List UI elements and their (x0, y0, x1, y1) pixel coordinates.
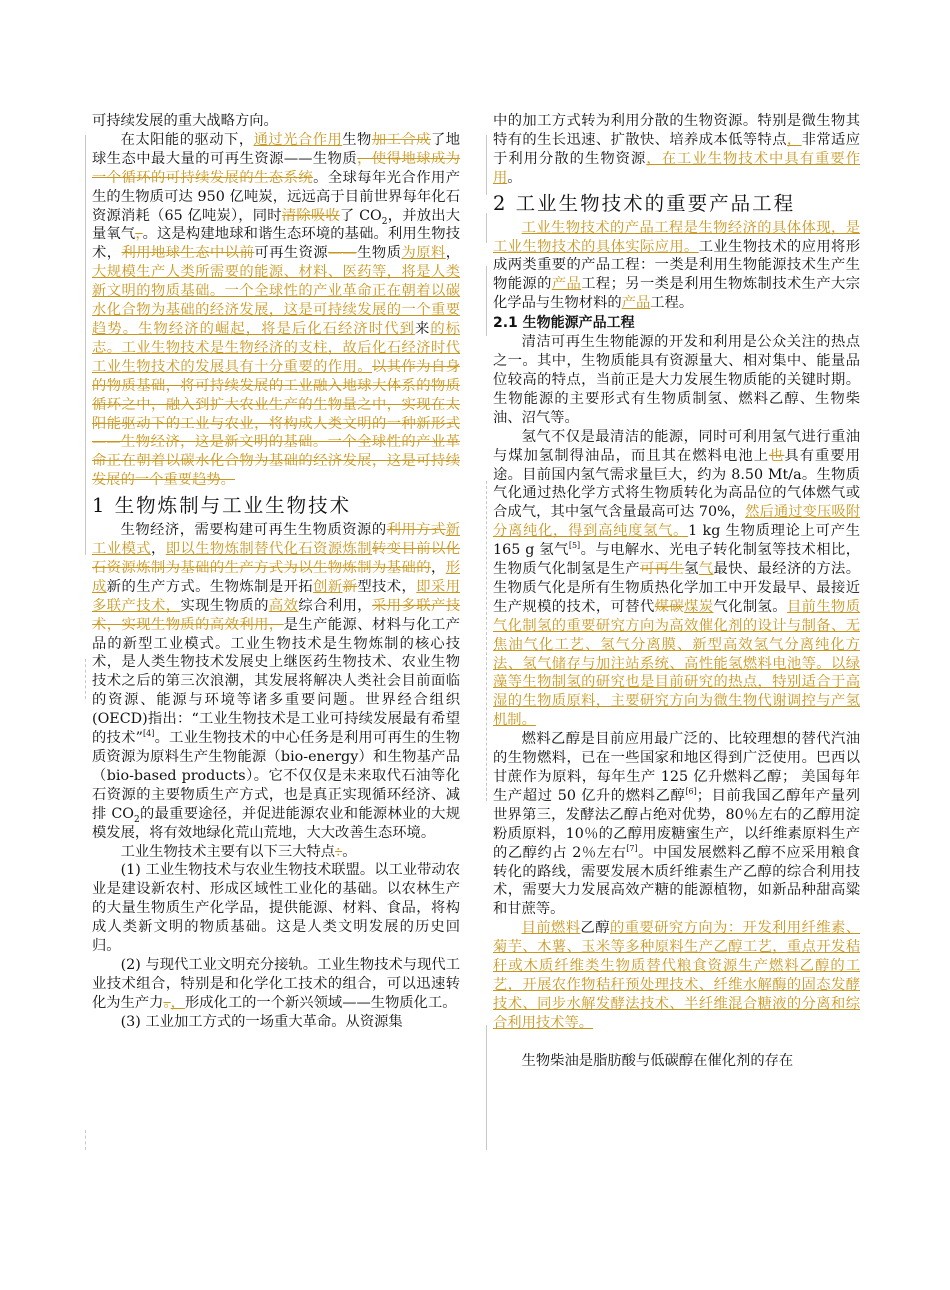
text-run: 2 (134, 814, 140, 825)
inserted-text: 然后通过变压吸附分离纯化，得到高纯度氢气。 (493, 504, 861, 540)
deleted-text: 转变目前以化石资源炼制为基础的生产方式为以生物炼制为基础的 (92, 541, 461, 576)
list-item (92, 1013, 460, 1032)
inserted-text: 新工业模式 (92, 522, 461, 558)
text-run: 生物经济，需要构建可再生生物质资源的 (120, 522, 387, 539)
list-item (92, 861, 460, 956)
text-run: 综合利用， (298, 597, 373, 614)
paragraph (92, 521, 460, 842)
citation: [5] (568, 541, 581, 551)
deleted-text: 利用方式 (386, 522, 446, 539)
change-bar (486, 481, 487, 801)
paragraph (92, 112, 460, 131)
subsection-heading: 2.1 生物能源产品工程 (493, 315, 635, 332)
text-run: 在太阳能的驱动下， (120, 131, 254, 148)
text-run: 了地球生态中最大量的可再生资源——生物质 (92, 131, 461, 167)
text-run: 形成化工的一个新兴领域——生物质化工。 (184, 994, 457, 1011)
deleted-text: 以其作为自身的物质基础，将可持续发展的工业融入地球大体系的物质循环之中，融入到扩大农业生产的生物量之中，实现在太阳能驱动下的工业与农业，将构成人类文明的一种新形式——生物经济，这是新文明的基础。一个全球性的产业革命正在朝着以碳水化合物为基础的经济发展，这是可持续发展的一个重要趋势。 (92, 358, 461, 489)
text-run: 可持续发展的重大战略方向。 (92, 113, 278, 129)
blank-line (493, 1033, 860, 1052)
deleted-text: 可再生 (639, 561, 685, 578)
right-column (493, 112, 860, 1071)
change-bar (486, 266, 487, 336)
text-run: 。全球每年光合作用产生的生物质可达 950 亿吨炭，远远高于目前世界每年化石资源消耗（65 亿吨炭），同时 (92, 169, 461, 224)
inserted-text: 为原料 (401, 245, 446, 262)
deleted-text: 利用地球生态中以前 (121, 245, 255, 262)
inserted-text: 产品 (621, 295, 651, 312)
deleted-text: 新 (342, 578, 358, 595)
text-run: 型技术， (357, 578, 417, 595)
text-run: 中的加工方式转为利用分散的生物资源。特别是微生物其特有的生长迅速、扩散快、培养成本低等特点 (493, 113, 860, 148)
text-run: (2) 与现代工业文明充分接轨。工业生物技术与现代工业技术组合，特别是和化学化工技术的组合，可以迅速转化为生产力 (92, 956, 460, 1011)
list-item (92, 956, 460, 1013)
inserted-text: 气 (698, 561, 714, 578)
text-run: 可再生资源 (254, 245, 329, 262)
text-run: 的最重要途径，并促进能源农业和能源林业的大规模发展，将有效地绿化荒山荒地，大大改善生态环境。 (92, 805, 460, 841)
text-run: 。 (342, 843, 357, 860)
change-bar (486, 1025, 487, 1150)
text-run: 非常适应于利用分散的生物资源 (493, 131, 861, 167)
change-bar (85, 659, 86, 699)
text-run: 。中国发展燃料乙醇不应采用粮食转化的路线，需要发展木质纤维素生产乙醇的综合利用技术，需要大力发展高效产糖的能源植物，如新品种甜高粱和甘蔗等。 (493, 844, 861, 918)
paragraph (493, 1052, 860, 1071)
text-run: 氢 (684, 561, 699, 578)
paragraph (493, 428, 860, 731)
citation: [4] (142, 729, 155, 739)
text-run: 工程。 (650, 295, 694, 312)
section-heading: 2 工业生物技术的重要产品工程 (493, 191, 796, 215)
inserted-text: 创新 (313, 578, 343, 595)
inserted-text: 即以生物炼制替代化石资源炼制 (165, 541, 373, 558)
text-run: ， (430, 559, 446, 576)
text-run: 。这是构建地球和谐生态环境的基础。利用生物技术， (92, 226, 461, 262)
inserted-text: 的重要研究方向为：开发利用纤维素、菊芋、木薯、玉米等多种原料生产乙醇工艺，重点开发秸秆或木质纤维类生物质替代粮食资源生产燃料乙醇的工艺，开展农作物秸秆预处理技术、纤维水解酶的固态发酵技术、同步水解发酵法技术、半纤维混合糖液的分离和综合利用技术等。 (493, 920, 861, 1031)
change-bar (486, 213, 487, 243)
inserted-text: 即采用多联产技术， (92, 578, 461, 614)
inserted-text: 工业生物技术的产品工程是生物经济的具体体现，是工业生物技术的具体实际应用。 (493, 219, 860, 255)
text-run: ，并放出大量氧气 (92, 207, 461, 243)
change-bar (486, 135, 487, 195)
text-run: 清洁可再生生物能源的开发和利用是公众关注的热点之一。其中，生物质能具有资源量大、相对集中、能量品位较高的特点，当前正是大力发展生物质能的关键时期。生物能源的主要形式有生物质制氢、燃料乙醇、生物柴油、沼气等。 (493, 334, 860, 426)
change-bar (85, 1130, 86, 1150)
text-run: 1 kg 生物质理论上可产生 165 g 氢气 (493, 523, 861, 559)
inserted-text: ，在工业生物技术中具有重要作用 (493, 150, 861, 186)
paragraph (493, 333, 860, 428)
text-run: 。与电解水、光电子转化制氢等技术相比，生物质气化制氢是生产 (493, 542, 860, 578)
text-run: 工业生物技术主要有以下三大特点 (120, 843, 336, 860)
deleted-text: 清除吸收 (281, 207, 340, 224)
text-run: ；目前我国乙醇年产量列世界第三，发酵法乙醇占绝对优势，80％左右的乙醇用淀粉质原料，10％的乙醇用废糖蜜生产，以纤维素原料生产的乙醇约占 2％左右 (493, 787, 861, 861)
citation: [7] (626, 843, 638, 853)
paragraph (493, 219, 860, 314)
inserted-text: 大规模生产人类所需要的能源、材料、医药等，将是人类新文明的物质基础。一个全球性的产业革命正在朝着以碳水化合物为基础的经济发展，这是可持续发展的一个重要趋势。生物经济的崛起，将是后化石经济时代到 (92, 264, 460, 337)
text-run: 氢气不仅是最清洁的能源，同时可利用氢气进行重油与煤加氢制得油品，而且其在燃料电池上 (493, 428, 860, 464)
text-run: 来 (414, 320, 431, 337)
text-run: 生物质 (356, 245, 402, 262)
text-run: 。工业生物技术的中心任务是利用可再生的生物质资源为原料生产生物能源（bio-energy）和生物基产品（bio-based products）。它不仅仅是未来取代石油等化石资源的主要物质生产方式，也是真正实现循环经济、减排 CO (92, 730, 461, 822)
text-run: (1) 工业生物技术与农业生物技术联盟。以工业带动农业是建设新农村、形成区域性工业化的基础。以农林生产的大量生物质生产化学品，提供能源、材料、食品，将构成人类新文明的物质基础。这是人类文明发展的历史回归。 (92, 862, 460, 955)
inserted-text: 产品 (551, 276, 582, 293)
text-run: 生物 (342, 131, 372, 148)
text-run: 了 CO (339, 207, 382, 224)
paragraph (92, 843, 460, 862)
inserted-text: ， (786, 131, 802, 148)
text-run: 具有重要用途。目前国内氢气需求量巨大，约为 8.50 Mt/a。生物质气化通过热化学方式将生物质转化为高品位的气体燃气或合成气，其中氢气含量最高可达 70%， (493, 447, 861, 521)
text-run: (3) 工业加工方式的一场重大革命。从资源集 (120, 1013, 403, 1030)
paragraph (493, 919, 860, 1032)
deleted-text: —— (328, 245, 357, 262)
inserted-text: 形成 (92, 559, 461, 595)
text-run: 。 (507, 169, 522, 186)
citation: [6] (685, 787, 697, 797)
text-run: 气化制氢。 (713, 598, 787, 615)
text-run: 2 (381, 216, 388, 227)
inserted-text: 目前燃料 (521, 920, 581, 937)
change-bar (85, 135, 86, 555)
deleted-text: 采用多联产技术，实现生物质的高效利用， (92, 597, 461, 633)
deleted-text: 也 (769, 447, 785, 464)
text-run: 工程；另一类是利用生物炼制技术生产大宗化学品与生物材料的 (493, 276, 861, 312)
inserted-text: 煤炭 (684, 598, 714, 615)
paragraph (493, 112, 860, 188)
text-run: 乙醇 (580, 920, 610, 937)
section-heading: 1 生物炼制与工业生物技术 (92, 494, 352, 518)
text-run: ， (150, 541, 166, 558)
left-column (92, 112, 460, 1032)
text-run: 实现生物质的 (180, 597, 269, 614)
deleted-text: 煤碳 (654, 598, 685, 615)
text-run: ， (445, 245, 461, 262)
deleted-text: ， (135, 226, 143, 243)
text-run: 最快、最经济的方法。生物质气化是所有生物质热化学加工中开发最早、最接近生产规模的技术，可替代 (493, 561, 861, 615)
deleted-text: ： (335, 843, 343, 860)
inserted-text: 目前生物质气化制氢的重要研究方向为高效催化剂的设计与制备、无焦油气化工艺、氢气分离膜、新型高效氢气分离纯化方法、氢气储存与加注站系统、高性能氢燃料电池等。以绿藻等生物制氢的研究也是目前研究的热点，特别适合于高湿的生物质原料，主要研究方向为微生物代谢调控与产氢机制。 (493, 598, 861, 729)
deleted-text: 。 (163, 994, 171, 1011)
text-run: 是生产能源、材料与化工产品的新型工业模式。工业生物技术是生物炼制的核心技术，是人类生物技术发展史上继医药生物技术、农业生物技术之后的第三次浪潮，其发展将解决人类社会目前面临的资源、能源与环境等诸多重要问题。世界经合组织(OECD)指出：“工业生物技术是工业可持续发展最有希望的技术” (92, 616, 461, 747)
deleted-text: ，使得地球成为一个循环的可持续发展的生态系统 (92, 150, 461, 186)
text-run: 生物柴油是脂肪酸与低碳醇在催化剂的存在 (521, 1052, 794, 1069)
paragraph (92, 131, 460, 490)
inserted-text: ， (170, 994, 185, 1011)
inserted-text: 通过光合作用 (253, 131, 343, 148)
text-run: 工业生物技术的应用将形成两类重要的产品工程：一类是利用生物能源技术生产生物能源的 (493, 238, 861, 293)
inserted-text: 的标志。工业生物技术是生物经济的支柱，故后化石经济时代工业生物技术的发展具有十分重要的作用。 (92, 320, 461, 375)
text-run: 燃料乙醇是目前应用最广泛的、比较理想的替代汽油的生物燃料，已在一些国家和地区得到广泛使用。巴西以甘蔗作为原料，每年生产 125 亿升燃料乙醇； 美国每年生产超过 50 亿升的燃料乙醇 (493, 731, 860, 804)
inserted-text: 高效 (268, 597, 299, 614)
paragraph (493, 730, 860, 919)
deleted-text: 加工合成 (371, 131, 431, 148)
text-run: 新的生产方式。生物炼制是开拓 (106, 578, 314, 595)
